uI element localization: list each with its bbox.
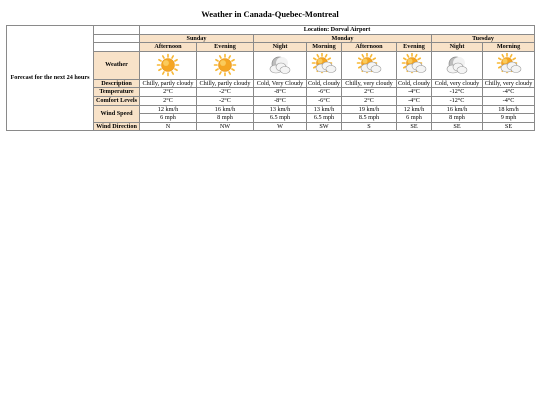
day-header-sunday: Sunday <box>140 34 254 43</box>
wind-direction-cell: SW <box>307 122 342 131</box>
comfort-cell: -8°C <box>254 96 307 105</box>
comfort-cell: -6°C <box>307 96 342 105</box>
wind-kmh-cell: 12 km/h <box>140 105 197 114</box>
description-cell: Chilly, partly cloudy <box>197 79 254 88</box>
wind-mph-cell: 8.5 mph <box>342 114 397 123</box>
comfort-cell: -4°C <box>483 96 535 105</box>
temperature-cell: -2°C <box>197 88 254 97</box>
comfort-cell: -4°C <box>397 96 432 105</box>
temperature-cell: 2°C <box>140 88 197 97</box>
sun-cloud-icon <box>496 53 522 77</box>
description-cell: Cold, Very Cloudy <box>254 79 307 88</box>
moon-cloud-icon <box>267 53 293 77</box>
wind-mph-cell: 6 mph <box>397 114 432 123</box>
wind-mph-cell: 8 mph <box>432 114 483 123</box>
wind-mph-cell: 8 mph <box>197 114 254 123</box>
description-cell: Cold, cloudy <box>308 79 340 87</box>
wind-kmh-cell: 13 km/h <box>307 105 342 114</box>
weather-icon-cell <box>197 51 254 79</box>
weather-icon-cell <box>342 51 397 79</box>
page-title: Weather in Canada-Quebec-Montreal <box>201 9 339 19</box>
description-cell: Chilly, very cloudy <box>483 79 535 88</box>
period-header: Night <box>432 43 483 52</box>
wind-kmh-cell: 16 km/h <box>432 105 483 114</box>
wind-kmh-cell: 16 km/h <box>197 105 254 114</box>
weather-icon-cell <box>254 51 307 79</box>
row-label-comfort: Comfort Levels <box>94 96 140 105</box>
row-label-wind-direction: Wind Direction <box>94 122 140 131</box>
period-header: Afternoon <box>140 43 197 52</box>
comfort-cell: -2°C <box>197 96 254 105</box>
wind-direction-cell: W <box>254 122 307 131</box>
wind-kmh-cell: 13 km/h <box>254 105 307 114</box>
wind-mph-cell: 6.5 mph <box>254 114 307 123</box>
wind-direction-cell: S <box>342 122 397 131</box>
sun-cloud-icon <box>401 53 427 77</box>
period-header: Evening <box>197 43 254 52</box>
description-cell: Chilly, very cloudy <box>342 79 397 88</box>
row-label-weather: Weather <box>94 51 140 79</box>
temperature-cell: -6°C <box>307 88 342 97</box>
comfort-cell: -12°C <box>432 96 483 105</box>
sun-cloud-icon <box>356 53 382 77</box>
description-cell: Cold, cloudy <box>398 79 430 87</box>
weather-icon-cell <box>483 51 535 79</box>
period-header: Afternoon <box>342 43 397 52</box>
wind-kmh-cell: 18 km/h <box>483 105 535 114</box>
period-header: Morning <box>483 43 535 52</box>
temperature-cell: -4°C <box>483 88 535 97</box>
wind-direction-cell: SE <box>483 122 535 131</box>
temperature-cell: 2°C <box>342 88 397 97</box>
forecast-side-label: Forecast for the next 24 hours <box>7 26 94 131</box>
description-cell: Chilly, partly cloudy <box>140 79 197 88</box>
corner-cell <box>94 26 140 35</box>
temperature-cell: -4°C <box>397 88 432 97</box>
comfort-cell: 2°C <box>140 96 197 105</box>
wind-kmh-cell: 12 km/h <box>397 105 432 114</box>
day-header-monday: Monday <box>254 34 432 43</box>
temperature-cell: -12°C <box>432 88 483 97</box>
wind-direction-cell: SE <box>432 122 483 131</box>
row-label-wind-speed: Wind Speed <box>94 105 140 122</box>
sun-icon <box>155 53 181 77</box>
weather-icon-cell <box>140 51 197 79</box>
wind-direction-cell: SE <box>397 122 432 131</box>
weather-icon-cell <box>307 51 342 79</box>
row-label-temperature: Temperature <box>94 88 140 97</box>
weather-icon-cell <box>432 51 483 79</box>
corner-cell <box>94 43 140 52</box>
period-header: Night <box>254 43 307 52</box>
wind-direction-cell: NW <box>197 122 254 131</box>
day-header-tuesday: Tuesday <box>432 34 535 43</box>
comfort-cell: 2°C <box>342 96 397 105</box>
corner-cell <box>94 34 140 43</box>
forecast-table <box>6 25 535 131</box>
moon-cloud-icon <box>444 53 470 77</box>
wind-direction-cell: N <box>140 122 197 131</box>
wind-mph-cell: 6 mph <box>140 114 197 123</box>
location-row <box>7 26 535 35</box>
row-label-description: Description <box>94 79 140 88</box>
sun-cloud-icon <box>311 53 337 77</box>
sun-icon <box>212 53 238 77</box>
period-header: Evening <box>397 43 432 52</box>
wind-kmh-cell: 19 km/h <box>342 105 397 114</box>
location-header: Location: Dorval Airport <box>140 26 535 35</box>
weather-icon-cell <box>397 51 432 79</box>
temperature-cell: -8°C <box>254 88 307 97</box>
wind-mph-cell: 6.5 mph <box>307 114 342 123</box>
description-cell: Cold, very cloudy <box>432 79 483 88</box>
period-header: Morning <box>307 43 342 52</box>
wind-mph-cell: 9 mph <box>483 114 535 123</box>
